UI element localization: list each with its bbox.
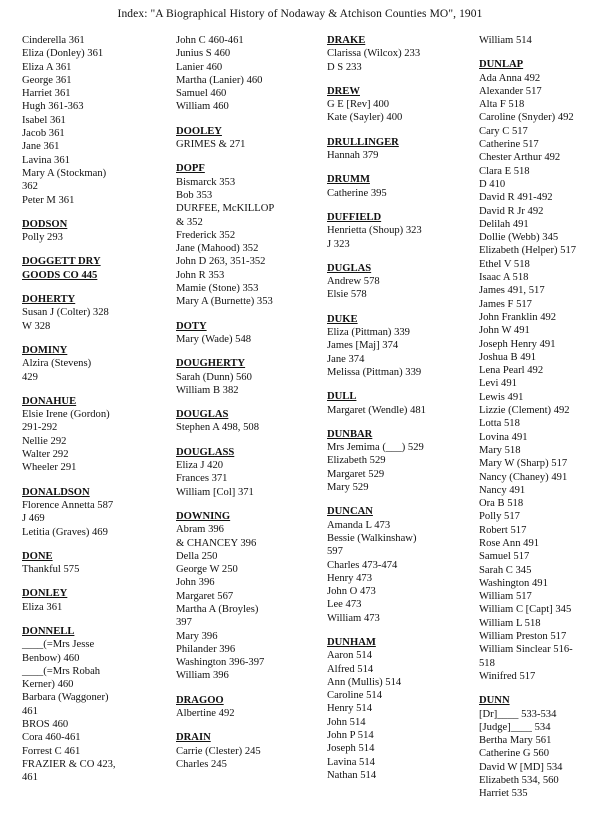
- index-entry: Lena Pearl 492: [479, 365, 544, 377]
- index-entry: Frances 371: [176, 473, 228, 485]
- index-entry: Lotta 518: [479, 418, 520, 430]
- surname-heading: DREW: [327, 85, 360, 97]
- index-entry: Amanda L 473: [327, 519, 391, 531]
- index-entry: Cinderella 361: [22, 35, 85, 46]
- index-entry: Nellie 292: [22, 435, 67, 447]
- spacer: [176, 309, 326, 320]
- index-entry: Mrs Jemima (___) 529: [327, 442, 424, 454]
- index-entry: Ann (Mullis) 514: [327, 676, 402, 688]
- index-entry: Joseph 514: [327, 743, 375, 755]
- index-entry: James 491, 517: [479, 285, 545, 297]
- index-entry: William [Col] 371: [176, 486, 254, 498]
- index-entry: Philander 396: [176, 643, 236, 655]
- spacer: [327, 379, 477, 390]
- spacer: [479, 683, 600, 694]
- index-entry: Ada Anna 492: [479, 72, 541, 84]
- surname-heading: DOOLEY: [176, 125, 222, 137]
- index-entry: Henrietta (Shoup) 323: [327, 225, 422, 237]
- index-entry: G E [Rev] 400: [327, 99, 390, 111]
- index-entry: John C 460-461: [176, 35, 244, 46]
- surname-heading: DUKE: [327, 313, 358, 325]
- surname-heading: DOMINY: [22, 344, 68, 356]
- index-entry: John P 514: [327, 730, 374, 742]
- index-entry: Bob 353: [176, 189, 213, 201]
- spacer: [327, 494, 477, 505]
- spacer: [176, 151, 326, 162]
- index-entry: Charles 245: [176, 758, 227, 770]
- index-entry: Jane 374: [327, 353, 365, 365]
- index-entry: Junius S 460: [176, 48, 231, 60]
- index-entry: Wheeler 291: [22, 462, 77, 474]
- surname-heading: DRAIN: [176, 732, 211, 744]
- surname-heading: DONALDSON: [22, 486, 90, 498]
- index-entry: Lee 473: [327, 599, 362, 611]
- index-entry: Eliza 361: [22, 601, 63, 613]
- index-entry: Samuel 517: [479, 551, 530, 563]
- index-entry: Catherine 395: [327, 187, 387, 199]
- index-entry: Chester Arthur 492: [479, 152, 561, 164]
- index-entry: Bertha Mary 561: [479, 735, 552, 747]
- spacer: [327, 417, 477, 428]
- index-entry: 461: [22, 772, 38, 784]
- spacer: [327, 302, 477, 313]
- index-entry: Cora 460-461: [22, 732, 81, 744]
- index-entry: John 396: [176, 577, 215, 589]
- index-entry: Kate (Sayler) 400: [327, 112, 403, 124]
- surname-heading: DOPF: [176, 163, 205, 175]
- index-entry: Henry 473: [327, 572, 373, 584]
- index-entry: [Dr]____ 533-534: [479, 708, 557, 720]
- index-entry: Mary 529: [327, 482, 369, 494]
- index-entry: Bismarck 353: [176, 176, 236, 188]
- index-entry: Cary C 517: [479, 125, 528, 137]
- surname-heading: DOUGLAS: [176, 409, 229, 421]
- index-entry: Abram 396: [176, 524, 224, 536]
- index-entry: 597: [327, 546, 343, 558]
- index-entry: D 410: [479, 178, 506, 190]
- index-entry: Caroline 514: [327, 690, 383, 702]
- spacer: [22, 384, 172, 395]
- index-entry: Charles 473-474: [327, 559, 398, 571]
- index-entry: Aaron 514: [327, 650, 373, 662]
- index-entry: Robert 517: [479, 524, 527, 536]
- index-entry: David R Jr 492: [479, 205, 544, 217]
- spacer: [22, 333, 172, 344]
- index-entry: Kerner) 460: [22, 679, 74, 691]
- index-entry: Levi 491: [479, 378, 517, 390]
- index-entry: Elsie Irene (Gordon): [22, 409, 110, 421]
- index-entry: Sarah (Dunn) 560: [176, 371, 252, 383]
- spacer: [327, 162, 477, 173]
- spacer: [327, 251, 477, 262]
- index-entry: William 473: [327, 612, 380, 624]
- index-entry: William 460: [176, 101, 229, 113]
- index-entry: 397: [176, 617, 192, 629]
- index-entry: 518: [479, 657, 495, 669]
- index-entry: James [Maj] 374: [327, 340, 399, 352]
- index-entry: [Judge]____ 534: [479, 721, 551, 733]
- index-entry: Caroline (Snyder) 492: [479, 112, 574, 124]
- index-entry: ____(=Mrs Jesse: [22, 639, 95, 651]
- index-column-2: [176, 34, 326, 771]
- index-entry: Harriet 361: [22, 88, 71, 100]
- index-entry: Polly 293: [22, 232, 63, 244]
- surname-heading: DOWNING: [176, 510, 231, 522]
- surname-heading: DUNLAP: [479, 59, 524, 71]
- index-entry: BROS 460: [22, 719, 69, 731]
- index-entry: William 396: [176, 670, 229, 682]
- index-entry: Hannah 379: [327, 150, 379, 162]
- index-entry: Martha (Lanier) 460: [176, 74, 263, 86]
- index-entry: & CHANCEY 396: [176, 537, 257, 549]
- surname-heading: DRUMM: [327, 174, 370, 186]
- index-entry: Alzira (Stevens): [22, 358, 92, 370]
- spacer: [22, 207, 172, 218]
- surname-heading: DONAHUE: [22, 395, 77, 407]
- index-entry: Henry 514: [327, 703, 373, 715]
- index-entry: Isaac A 518: [479, 272, 529, 284]
- index-entry: Alta F 518: [479, 99, 525, 111]
- spacer: [176, 397, 326, 408]
- index-entry: William B 382: [176, 384, 239, 396]
- index-entry: John Franklin 492: [479, 311, 557, 323]
- index-entry: Mary 518: [479, 444, 521, 456]
- index-entry: Mary 396: [176, 630, 218, 642]
- spacer: [176, 346, 326, 357]
- index-entry: Mary A (Stockman): [22, 167, 107, 179]
- index-entry: Clarissa (Wilcox) 233: [327, 48, 421, 60]
- index-entry: 291-292: [22, 422, 58, 434]
- index-entry: D S 233: [327, 61, 362, 73]
- index-entry: George 361: [22, 74, 72, 86]
- surname-heading: DUFFIELD: [327, 211, 382, 223]
- index-entry: Joseph Henry 491: [479, 338, 556, 350]
- index-column-4: [479, 34, 600, 801]
- index-entry: Dollie (Webb) 345: [479, 232, 559, 244]
- index-entry: Mamie (Stone) 353: [176, 283, 259, 295]
- index-entry: Mary W (Sharp) 517: [479, 458, 568, 470]
- index-entry: Lanier 460: [176, 61, 223, 73]
- index-entry: GRIMES & 271: [176, 139, 246, 151]
- index-entry: Forrest C 461: [22, 745, 81, 757]
- index-entry: Sarah C 345: [479, 564, 532, 576]
- surname-heading: GOODS CO 445: [22, 269, 98, 281]
- index-entry: Nathan 514: [327, 769, 377, 781]
- index-entry: Mary A (Burnette) 353: [176, 296, 273, 308]
- index-entry: Lavina 514: [327, 756, 375, 768]
- index-entry: 429: [22, 371, 38, 383]
- index-entry: Thankful 575: [22, 564, 80, 576]
- index-entry: Margaret (Wendle) 481: [327, 404, 426, 416]
- index-entry: Elsie 578: [327, 289, 367, 301]
- index-entry: Peter M 361: [22, 194, 75, 206]
- index-entry: W 328: [22, 320, 51, 332]
- index-entry: 461: [22, 705, 38, 717]
- index-entry: Jane (Mahood) 352: [176, 243, 259, 255]
- index-entry: Bessie (Walkinshaw): [327, 532, 417, 544]
- index-entry: William Preston 517: [479, 631, 567, 643]
- index-entry: John D 263, 351-352: [176, 256, 266, 268]
- index-entry: Delilah 491: [479, 218, 529, 230]
- spacer: [176, 435, 326, 446]
- index-entry: J 469: [22, 513, 45, 525]
- index-entry: Clara E 518: [479, 165, 530, 177]
- spacer: [22, 576, 172, 587]
- index-entry: Alexander 517: [479, 85, 542, 97]
- surname-heading: DOGGETT DRY: [22, 256, 101, 268]
- index-entry: Catherine G 560: [479, 748, 550, 760]
- index-entry: Susan J (Colter) 328: [22, 307, 109, 319]
- index-column-1: [22, 34, 172, 785]
- index-entry: Andrew 578: [327, 276, 380, 288]
- index-entry: Carrie (Clester) 245: [176, 745, 261, 757]
- index-entry: Walter 292: [22, 449, 69, 461]
- index-entry: David W [MD] 534: [479, 761, 563, 773]
- index-entry: Washington 491: [479, 577, 548, 589]
- index-entry: ____(=Mrs Robah: [22, 665, 101, 677]
- index-entry: Rose Ann 491: [479, 537, 540, 549]
- surname-heading: DONE: [22, 550, 53, 562]
- index-entry: Nancy (Chaney) 491: [479, 471, 568, 483]
- index-entry: David R 491-492: [479, 192, 553, 204]
- index-entry: FRAZIER & CO 423,: [22, 758, 116, 770]
- index-entry: John 514: [327, 716, 366, 728]
- index-entry: Eliza J 420: [176, 460, 224, 472]
- surname-heading: DODSON: [22, 218, 68, 230]
- surname-heading: DRULLINGER: [327, 136, 399, 148]
- spacer: [22, 539, 172, 550]
- index-entry: DURFEE, McKILLOP: [176, 203, 275, 215]
- index-entry: William 514: [479, 35, 532, 46]
- surname-heading: DONNELL: [22, 625, 75, 637]
- surname-heading: DOHERTY: [22, 294, 76, 306]
- spacer: [327, 625, 477, 636]
- index-entry: William C [Capt] 345: [479, 604, 572, 616]
- index-entry: Margaret 529: [327, 468, 385, 480]
- index-entry: Elizabeth 534, 560: [479, 775, 559, 787]
- spacer: [327, 200, 477, 211]
- index-entry: Benbow) 460: [22, 652, 80, 664]
- index-entry: George W 250: [176, 564, 238, 576]
- index-entry: Eliza A 361: [22, 61, 72, 73]
- surname-heading: DOUGLASS: [176, 446, 235, 458]
- surname-heading: DRAGOO: [176, 694, 224, 706]
- surname-heading: DULL: [327, 391, 357, 403]
- index-entry: Lovina 491: [479, 431, 528, 443]
- surname-heading: DRAKE: [327, 35, 366, 46]
- index-column-3: [327, 34, 477, 782]
- index-entry: Stephen A 498, 508: [176, 422, 259, 434]
- index-entry: Alfred 514: [327, 663, 374, 675]
- index-entry: Eliza (Donley) 361: [22, 48, 104, 60]
- surname-heading: DOUGHERTY: [176, 358, 246, 370]
- index-entry: Lewis 491: [479, 391, 524, 403]
- index-entry: Della 250: [176, 550, 218, 562]
- spacer: [327, 74, 477, 85]
- surname-heading: DUNHAM: [327, 636, 376, 648]
- index-entry: Jane 361: [22, 141, 60, 153]
- index-entry: & 352: [176, 216, 203, 228]
- spacer: [176, 499, 326, 510]
- spacer: [22, 244, 172, 255]
- index-entry: William 517: [479, 591, 532, 603]
- index-entry: John O 473: [327, 586, 376, 598]
- spacer: [479, 47, 600, 58]
- surname-heading: DUNCAN: [327, 506, 373, 518]
- index-entry: 362: [22, 181, 38, 193]
- index-entry: Florence Annetta 587: [22, 499, 114, 511]
- index-entry: Albertine 492: [176, 708, 235, 720]
- index-entry: Winifred 517: [479, 670, 536, 682]
- index-entry: Barbara (Waggoner): [22, 692, 109, 704]
- index-entry: Catherine 517: [479, 139, 539, 151]
- index-entry: Polly 517: [479, 511, 520, 523]
- index-entry: William L 518: [479, 617, 541, 629]
- index-entry: Nancy 491: [479, 484, 526, 496]
- spacer: [176, 720, 326, 731]
- index-entry: Ethel V 518: [479, 258, 530, 270]
- index-entry: Samuel 460: [176, 88, 227, 100]
- surname-heading: DUGLAS: [327, 262, 372, 274]
- index-entry: Margaret 567: [176, 590, 234, 602]
- index-entry: Lavina 361: [22, 154, 70, 166]
- spacer: [176, 114, 326, 125]
- index-entry: Elizabeth 529: [327, 455, 386, 467]
- index-entry: Melissa (Pittman) 339: [327, 366, 422, 378]
- spacer: [176, 683, 326, 694]
- surname-heading: DONLEY: [22, 588, 68, 600]
- index-entry: Lizzie (Clement) 492: [479, 405, 570, 417]
- surname-heading: DUNBAR: [327, 428, 373, 440]
- index-entry: James F 517: [479, 298, 532, 310]
- index-entry: Hugh 361-363: [22, 101, 84, 113]
- index-entry: Elizabeth (Helper) 517: [479, 245, 577, 257]
- spacer: [22, 282, 172, 293]
- surname-heading: DOTY: [176, 320, 207, 332]
- index-entry: William Sinclear 516-: [479, 644, 573, 656]
- index-entry: John W 491: [479, 325, 530, 337]
- spacer: [22, 475, 172, 486]
- index-entry: Letitia (Graves) 469: [22, 526, 108, 538]
- page-title: Index: "A Biographical History of Nodaway & Atchison Counties MO", 1901: [117, 8, 483, 20]
- spacer: [22, 614, 172, 625]
- index-entry: Isabel 361: [22, 114, 66, 126]
- index-entry: Harriet 535: [479, 788, 528, 800]
- index-entry: John R 353: [176, 269, 225, 281]
- index-entry: Joshua B 491: [479, 351, 537, 363]
- index-entry: Martha A (Broyles): [176, 603, 259, 615]
- index-entry: Mary (Wade) 548: [176, 333, 252, 345]
- index-entry: Frederick 352: [176, 229, 236, 241]
- index-entry: Jacob 361: [22, 128, 65, 140]
- index-entry: J 323: [327, 238, 350, 250]
- spacer: [327, 125, 477, 136]
- surname-heading: DUNN: [479, 695, 510, 707]
- index-entry: Eliza (Pittman) 339: [327, 327, 410, 339]
- index-entry: Washington 396-397: [176, 657, 265, 669]
- index-entry: Ora B 518: [479, 498, 524, 510]
